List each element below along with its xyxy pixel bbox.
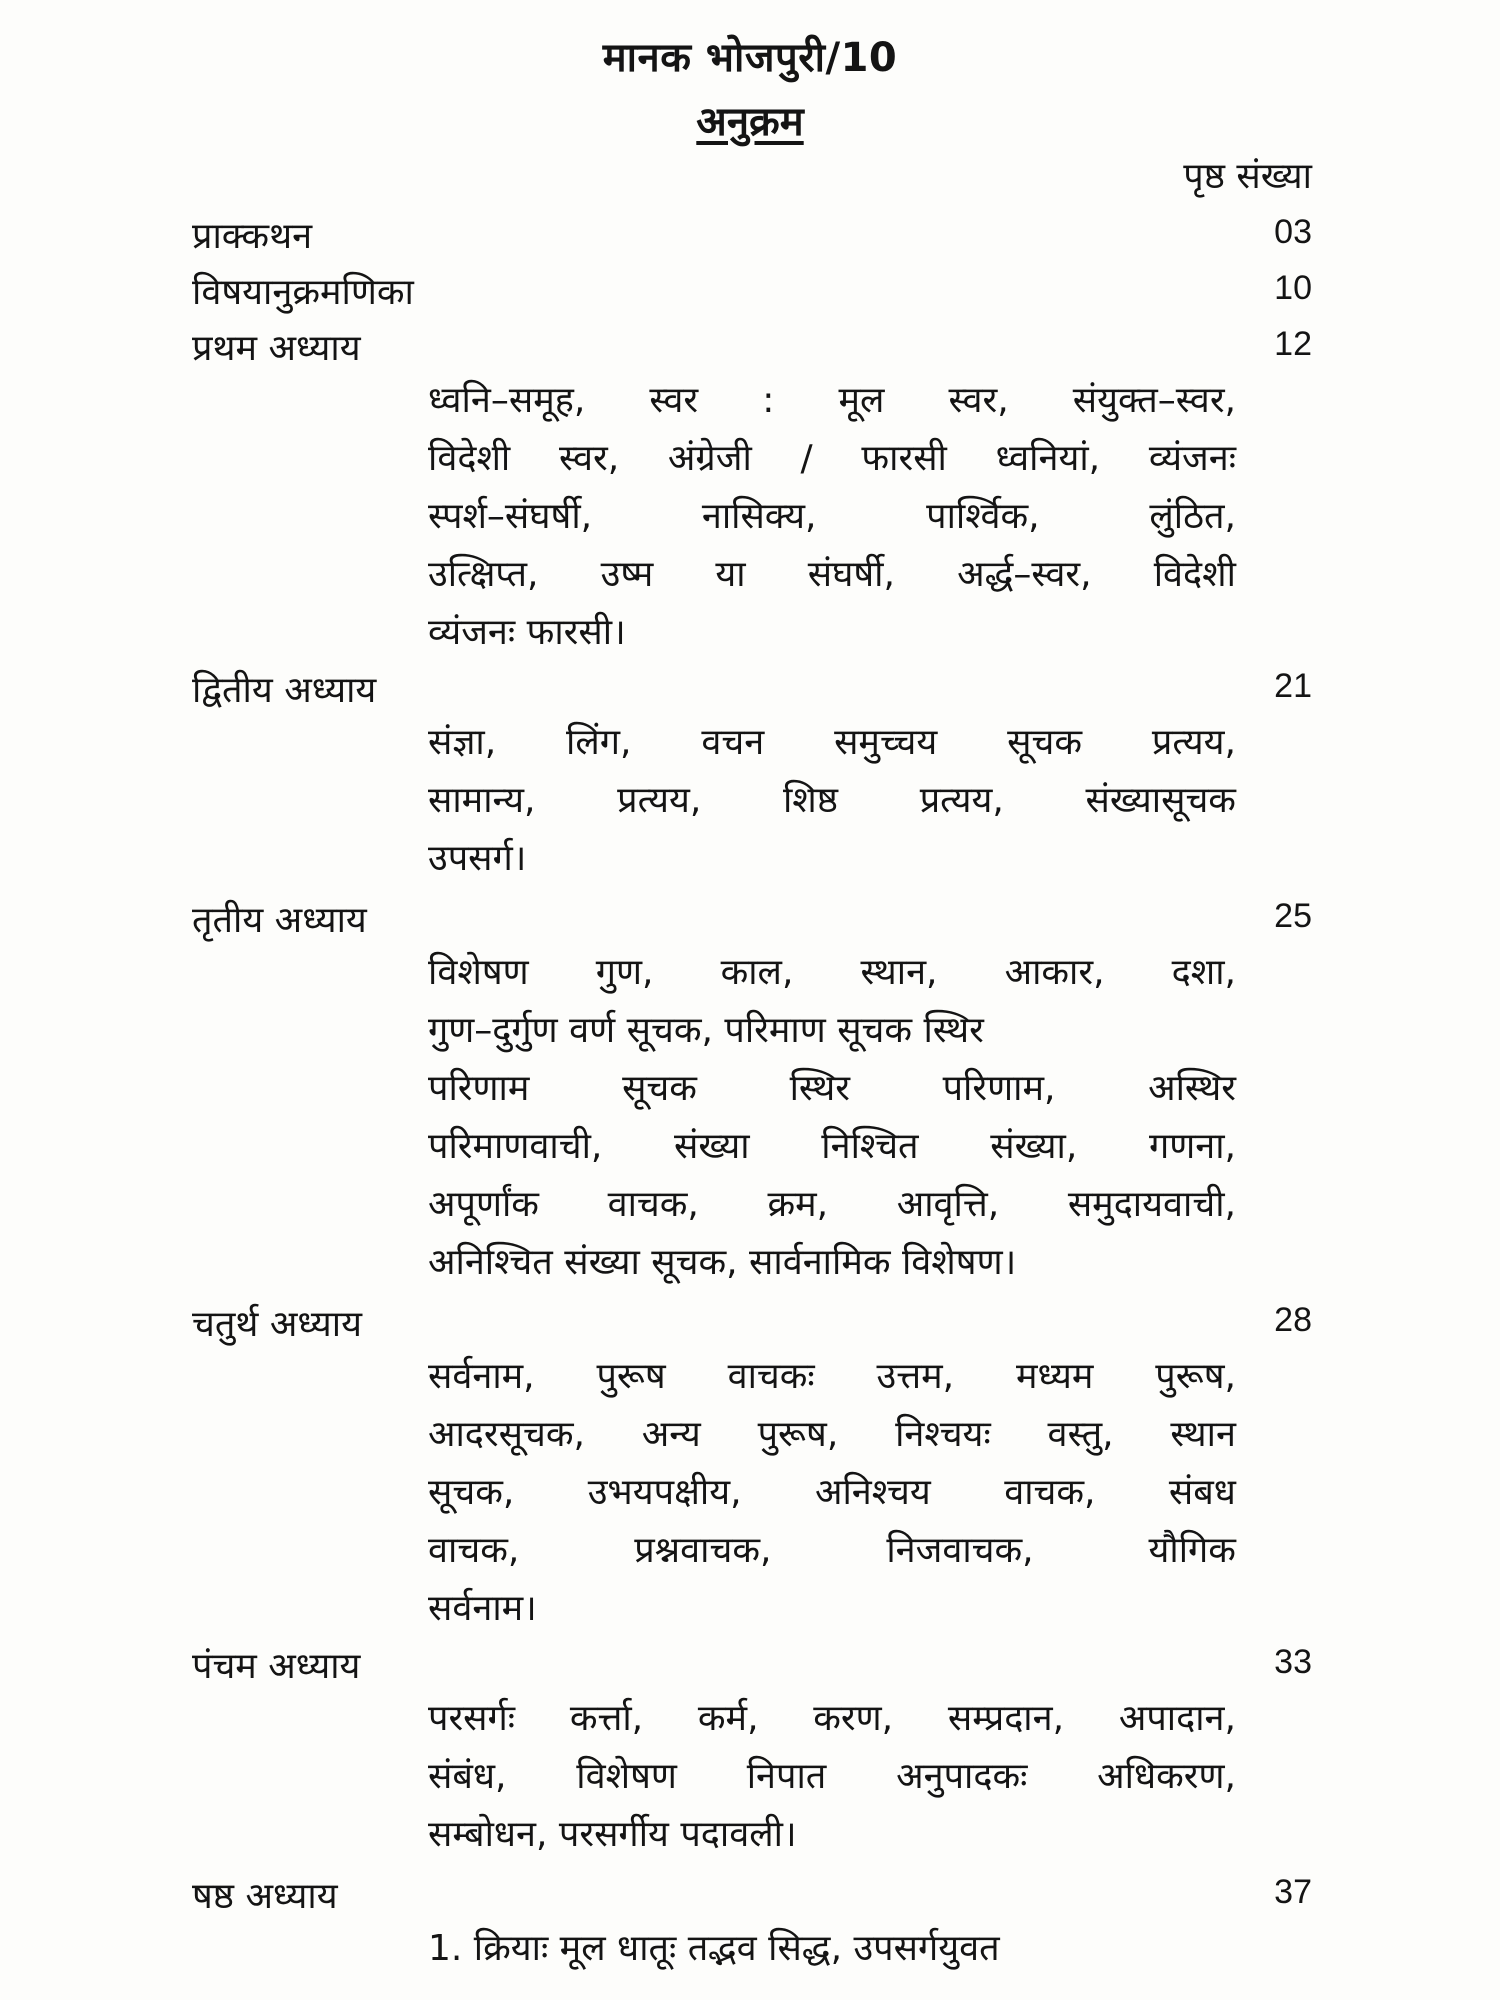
description-line: गुण–दुर्गुण वर्ण सूचक, परिमाण सूचक स्थिर (428, 1010, 984, 1051)
description-line: संज्ञा, लिंग, वचन समुच्चय सूचक प्रत्यय, (428, 722, 1236, 763)
toc-entry-title: तृतीय अध्याय (192, 900, 367, 941)
toc-entry-page: 37 (1274, 1873, 1312, 1911)
description-line: ध्वनि–समूह, स्वर : मूल स्वर, संयुक्त–स्वर, (428, 380, 1236, 421)
contents-heading: अनुक्रम (696, 99, 804, 145)
description-line: संबंध, विशेषण निपात अनुपादकः अधिकरण, (428, 1756, 1236, 1797)
description-line: 1. क्रियाः मूल धातूः तद्भव सिद्ध, उपसर्गयुवत (428, 1928, 1000, 1969)
page-number-column-label: पृष्ठ संख्या (1183, 156, 1312, 197)
toc-entry-description (428, 944, 1236, 1292)
toc-entry-page: 33 (1274, 1643, 1312, 1681)
toc-entry-description (428, 372, 1236, 662)
description-line: व्यंजनः फारसी। (428, 612, 626, 653)
toc-entry-title: विषयानुक्रमणिका (192, 272, 414, 313)
description-line: अनिश्चित संख्या सूचक, सार्वनामिक विशेषण। (428, 1242, 1017, 1283)
description-line: परिमाणवाची, संख्या निश्चित संख्या, गणना, (428, 1126, 1236, 1167)
toc-entry-page: 25 (1274, 897, 1312, 935)
description-line: सूचक, उभयपक्षीय, अनिश्चय वाचक, संबध (428, 1472, 1236, 1513)
toc-entry-page: 03 (1274, 213, 1312, 251)
toc-entry-title: पंचम अध्याय (192, 1646, 361, 1687)
description-line: सर्वनाम। (428, 1588, 537, 1629)
description-line: सर्वनाम, पुरूष वाचकः उत्तम, मध्यम पुरूष, (428, 1356, 1236, 1397)
description-line: परसर्गः कर्त्ता, कर्म, करण, सम्प्रदान, अपादान, (428, 1698, 1236, 1739)
toc-entry-title: चतुर्थ अध्याय (192, 1304, 362, 1345)
toc-entry-description (428, 1920, 1236, 1978)
toc-entry-page: 12 (1274, 325, 1312, 363)
description-line: उपसर्ग। (428, 838, 527, 879)
toc-entry-title: द्वितीय अध्याय (192, 670, 377, 711)
description-line: आदरसूचक, अन्य पुरूष, निश्चयः वस्तु, स्थान (428, 1414, 1236, 1455)
description-line: विशेषण गुण, काल, स्थान, आकार, दशा, (428, 952, 1236, 993)
book-title: मानक भोजपुरी/10 (602, 35, 898, 81)
toc-entry-description (428, 1348, 1236, 1638)
toc-entry-description (428, 1690, 1236, 1864)
toc-entry-title: प्राक्कथन (192, 216, 313, 257)
toc-entry-page: 10 (1274, 269, 1312, 307)
description-line: परिणाम सूचक स्थिर परिणाम, अस्थिर (428, 1068, 1236, 1109)
toc-entry-description (428, 714, 1236, 888)
description-line: उत्क्षिप्त, उष्म या संघर्षी, अर्द्ध–स्वर, विदेशी (428, 554, 1236, 595)
toc-entry-title: प्रथम अध्याय (192, 328, 361, 369)
description-line: वाचक, प्रश्नवाचक, निजवाचक, यौगिक (428, 1530, 1236, 1571)
toc-entry-page: 21 (1274, 667, 1312, 705)
description-line: विदेशी स्वर, अंग्रेजी / फारसी ध्वनियां, व्यंजनः (428, 438, 1236, 479)
description-line: अपूर्णांक वाचक, क्रम, आवृत्ति, समुदायवाची, (428, 1184, 1236, 1225)
toc-entry-title: षष्ठ अध्याय (192, 1876, 338, 1917)
description-line: सम्बोधन, परसर्गीय पदावली। (428, 1814, 797, 1855)
description-line: सामान्य, प्रत्यय, शिष्ठ प्रत्यय, संख्यासूचक (428, 780, 1236, 821)
toc-entry-page: 28 (1274, 1301, 1312, 1339)
description-line: स्पर्श–संघर्षी, नासिक्य, पार्श्विक, लुंठित, (428, 496, 1236, 537)
